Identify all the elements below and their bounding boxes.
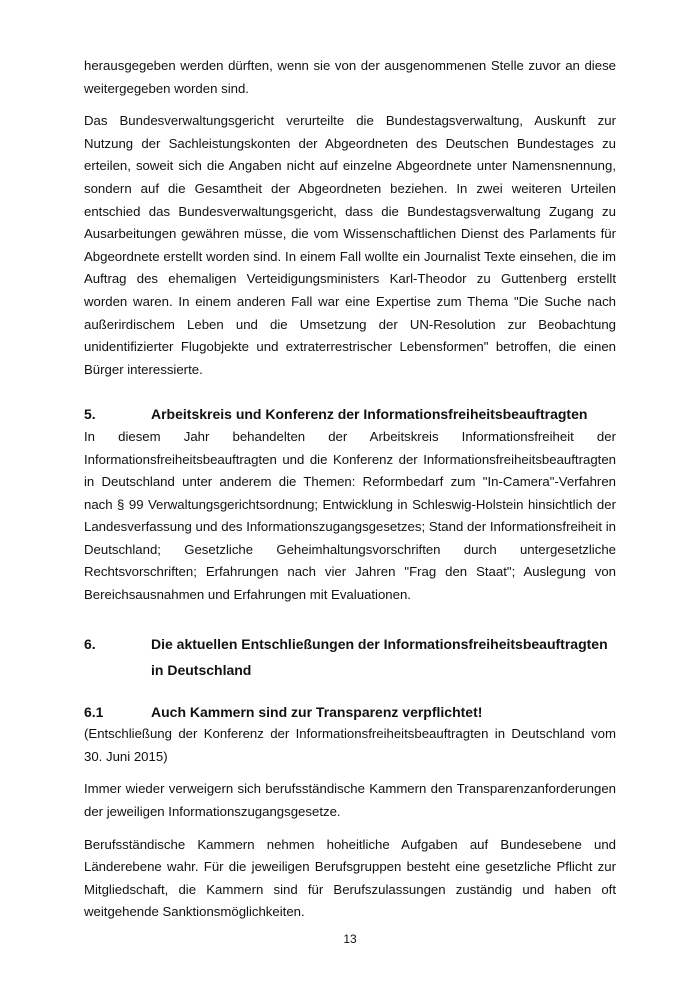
paragraph-continuation: herausgegeben werden dürften, wenn sie von der ausgenommenen Stelle zuvor an diese weitergegeben worden sind.	[84, 58, 616, 96]
section-5-body: In diesem Jahr behandelten der Arbeitskreis Informationsfreiheit der Informationsfreiheitsbeauftragten und die Konferenz der Informationsfreiheitsbeauftragten in Deutschland unter anderem die Themen: Reformbedarf zum "In-Camera"-Verfahren nach § 99 Verwaltungsgerichtsordnung; Entwicklung in Schleswig-Holstein hinsichtlich der Landesverfassung und des Informationszugangsgesetzes; Stand der Informationsfreiheit in Deutschland; Gesetzliche Geheimhaltungsvorschriften durch untergesetzliche Rechtsvorschriften; Erfahrungen nach vier Jahren "Frag den Staat"; Auslegung von Bereichsausnahmen und Erfahrungen mit Evaluationen.	[84, 428, 616, 603]
page-content	[84, 55, 616, 934]
section-5-number: 5.	[84, 406, 96, 423]
section-5-heading	[84, 403, 616, 426]
section-6-1-source: (Entschließung der Konferenz der Informationsfreiheitsbeauftragten in Deutschland vom 30. Juni 2015)	[84, 726, 616, 764]
section-5-title: Arbeitskreis und Konferenz der Informationsfreiheitsbeauftragten	[151, 406, 588, 423]
paragraph-court-rulings: Das Bundesverwaltungsgericht verurteilte die Bundestagsverwaltung, Auskunft zur Nutzung der Sachleistungskonten der Abgeordneten des Deutschen Bundestages zu erteilen, soweit sich die Angaben nicht auf einzelne Abgeordnete unter Namensnennung, sondern auf die Gesamtheit der Abgeordneten beziehen. In zwei weiteren Urteilen entschied das Bundesverwaltungsgericht, dass die Bundestagsverwaltung Zugang zu Ausarbeitungen gewähren müsse, die vom Wissenschaftlichen Dienst des Parlaments für Abgeordnete erstellt worden sind. In einem Fall wollte ein Journalist Texte einsehen, die im Auftrag des ehemaligen Verteidigungsministers Karl-Theodor zu Guttenberg erstellt worden waren. In einem anderen Fall war eine Expertise zum Thema "Die Suche nach außerirdischem Leben und die Umsetzung der UN-Resolution zur Beobachtung unidentifizierter Flugobjekte und extraterrestrischer Lebensformen" betroffen, die einen Bürger interessierte.	[84, 113, 616, 377]
section-6-1-paragraph-1: Immer wieder verweigern sich berufsständische Kammern den Transparenzanforderungen der jeweiligen Informationszugangsgesetze.	[84, 781, 616, 820]
section-6-number: 6.	[84, 635, 96, 652]
section-6-1-heading	[84, 701, 616, 724]
section-6-heading	[84, 631, 616, 683]
section-6-title: Die aktuellen Entschließungen der Informationsfreiheitsbeauftragten in Deutschland	[151, 635, 608, 678]
section-6-1-paragraph-2: Berufsständische Kammern nehmen hoheitliche Aufgaben auf Bundesebene und Länderebene wahr. Für die jeweiligen Berufsgruppen besteht eine gesetzliche Pflicht zur Mitgliedschaft, die Kammern sind für Berufszulassungen zuständig und haben oft weitgehende Sanktionsmöglichkeiten.	[84, 836, 616, 920]
page-number: 13	[343, 932, 357, 946]
section-6-1-title: Auch Kammern sind zur Transparenz verpflichtet!	[151, 703, 483, 720]
section-6-1-number: 6.1	[84, 703, 104, 720]
